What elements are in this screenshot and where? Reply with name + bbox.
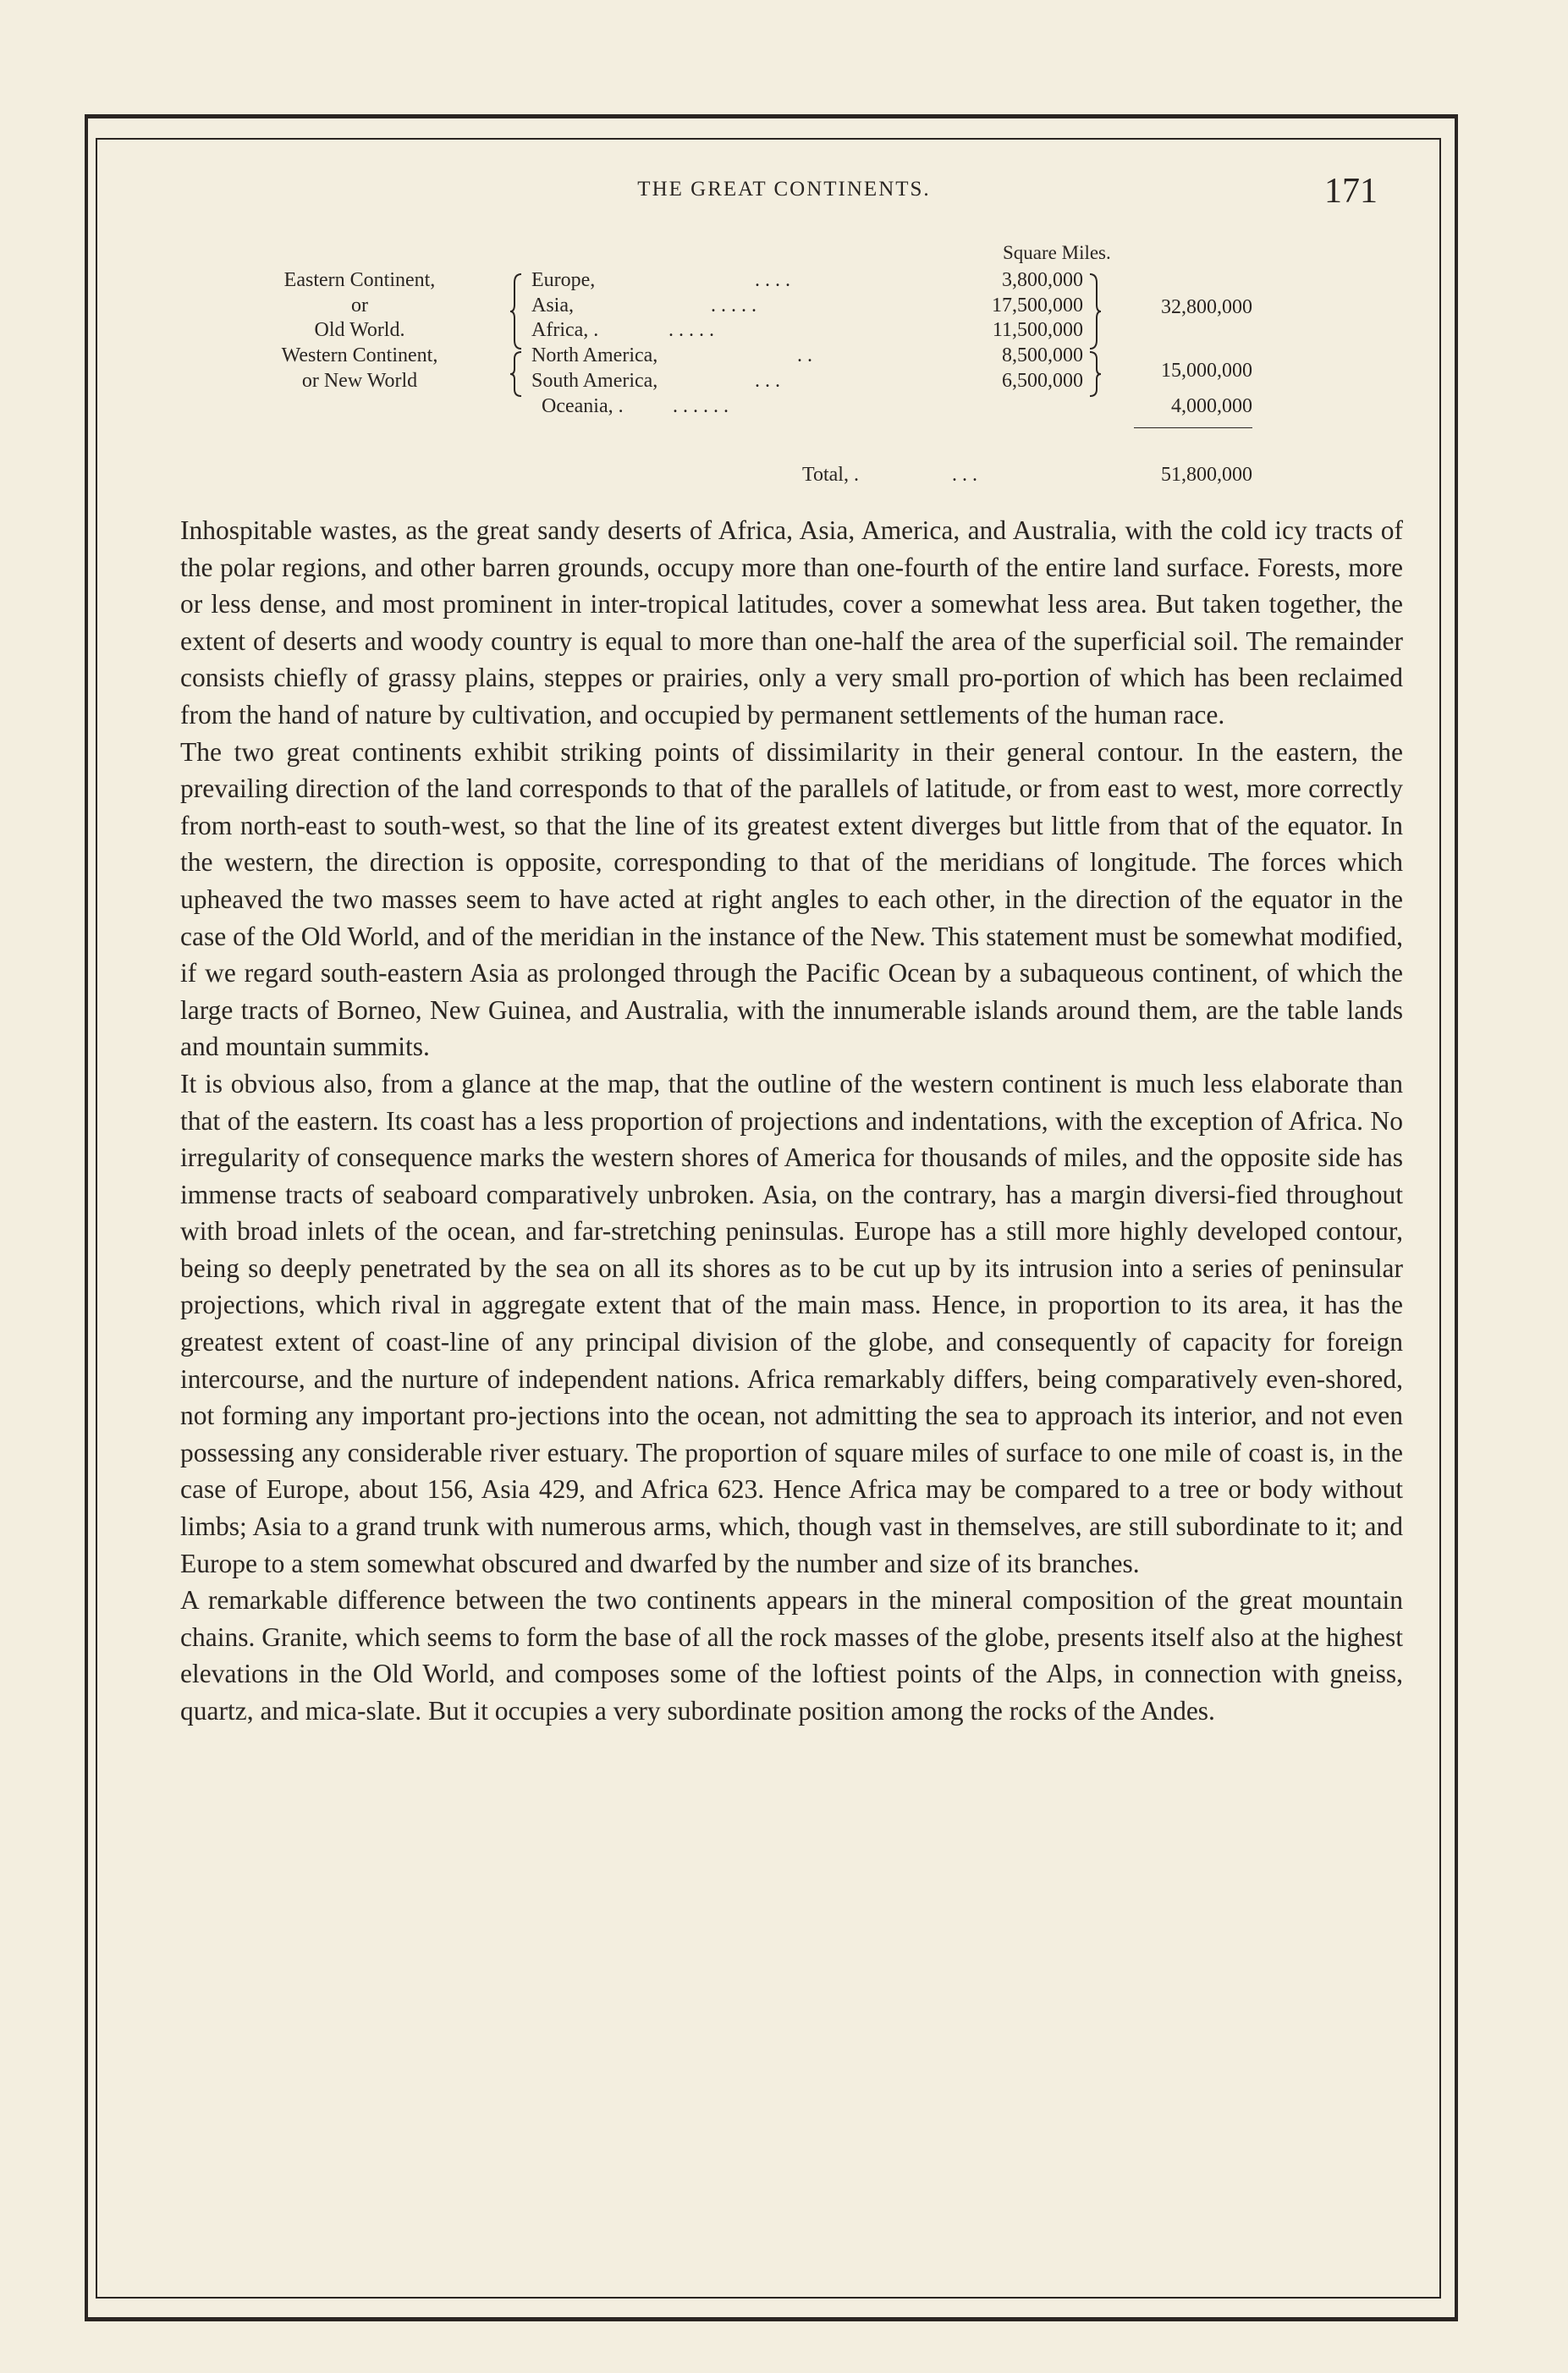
group-label-eastern-3: Old World.	[314, 319, 405, 341]
paragraph-3: It is obvious also, from a glance at the map, that the outline of the western continent is much less elaborate than that of the eastern. Its coast has a less proportion of projections and indentations, with the exception of Africa. No irregularity of consequence marks the western shores of America for thousands of miles, and the opposite side has immense tracts of seaboard comparatively unbroken. Asia, on the contrary, has a margin diversi-fied throughout with broad inlets of the ocean, and far-stretching peninsulas. Europe has a still more highly developed contour, being so deeply penetrated by the sea on all its shores as to be cut up by its intrusion into a series of peninsular projections, which rival in aggregate extent that of the main mass. Hence, in proportion to its area, it has the greatest extent of coast-line of any principal division of the globe, and consequently of capacity for foreign intercourse, and the nurture of independent nations. Africa remarkably differs, being comparatively even-shored, not forming any important pro-jections into the ocean, not admitting the sea to approach its interior, and not even possessing any considerable river estuary. The proportion of square miles of surface to one mile of coast is, in the case of Europe, about 156, Asia 429, and Africa 623. Hence Africa may be compared to a tree or body without limbs; Asia to a grand trunk with numerous arms, which, though vast in themselves, are still subordinate to it; and Europe to a stem somewhat obscured and dwarfed by the number and size of its branches.	[180, 1068, 1403, 1578]
frame-rule-right-outer	[1455, 114, 1458, 2321]
frame-rule-right-inner	[1439, 138, 1441, 2299]
group-total-eastern: 32,800,000	[1161, 296, 1252, 318]
left-brace-eastern	[509, 273, 523, 350]
row-name-africa: Africa, .	[531, 319, 599, 341]
frame-rule-top-inner	[96, 138, 1441, 140]
frame-rule-bottom-inner	[96, 2297, 1441, 2299]
group-label-eastern-1: Eastern Continent,	[283, 269, 436, 291]
row-area-africa: 11,500,000	[992, 319, 1083, 341]
frame-rule-bottom-outer	[85, 2317, 1458, 2321]
total-value: 51,800,000	[1161, 464, 1252, 486]
row-area-asia: 17,500,000	[992, 295, 1083, 317]
body-text	[180, 512, 1403, 1730]
row-area-north-america: 8,500,000	[1002, 344, 1083, 366]
row-area-oceania: 4,000,000	[1171, 395, 1252, 417]
frame-rule-left-outer	[85, 114, 88, 2321]
row-area-south-america: 6,500,000	[1002, 370, 1083, 392]
total-leader: . . .	[952, 464, 977, 486]
group-label-western-1: Western Continent,	[281, 344, 438, 366]
group-label-eastern-2: or	[351, 295, 368, 317]
row-leader-europe: . . . .	[755, 269, 790, 291]
page-number: 171	[1324, 172, 1378, 211]
row-leader-oceania: . . . . . .	[673, 395, 729, 417]
right-brace-western	[1088, 350, 1102, 398]
left-brace-western	[509, 350, 523, 398]
paragraph-1: Inhospitable wastes, as the great sandy deserts of Africa, Asia, America, and Australia, with the cold icy tracts of the polar regions, and other barren grounds, occupy more than one-fourth of the entire land surface. Forests, more or less dense, and most prominent in inter-tropical latitudes, cover a somewhat less area. But taken together, the extent of deserts and woody country is equal to more than one-half the area of the superficial soil. The remainder consists chiefly of grassy plains, steppes or prairies, only a very small pro-portion of which has been reclaimed from the hand of nature by cultivation, and occupied by permanent settlements of the human race.	[180, 515, 1403, 730]
row-name-south-america: South America,	[531, 370, 658, 392]
column-header: Square Miles.	[1003, 242, 1111, 263]
group-total-western: 15,000,000	[1161, 360, 1252, 382]
paragraph-2: The two great continents exhibit striking points of dissimilarity in their general contour. In the eastern, the prevailing direction of the land corresponds to that of the parallels of latitude, or from east to west, more correctly from north-east to south-west, so that the line of its greatest extent diverges but little from that of the equator. In the western, the direction is opposite, corresponding to that of the meridians of longitude. The forces which upheaved the two masses seem to have acted at right angles to each other, in the direction of the equator in the case of the Old World, and of the meridian in the instance of the New. This statement must be somewhat modified, if we regard south-eastern Asia as prolonged through the Pacific Ocean by a subaqueous continent, of which the large tracts of Borneo, New Guinea, and Australia, with the innumerable islands around them, are the table lands and mountain summits.	[180, 736, 1403, 1062]
right-brace-eastern	[1088, 273, 1102, 350]
paragraph-4: A remarkable difference between the two continents appears in the mineral composition of the great mountain chains. Granite, which seems to form the base of all the rock masses of the globe, presents itself also at the highest elevations in the Old World, and composes some of the loftiest points of the Alps, in connection with gneiss, quartz, and mica-slate. But it occupies a very subordinate position among the rocks of the Andes.	[180, 1585, 1403, 1726]
frame-rule-top-outer	[85, 114, 1458, 118]
row-area-europe: 3,800,000	[1002, 269, 1083, 291]
group-label-western-2: or New World	[301, 370, 418, 392]
total-label: Total, .	[802, 464, 859, 486]
row-name-asia: Asia,	[531, 295, 574, 317]
running-title: THE GREAT CONTINENTS.	[637, 178, 931, 201]
row-leader-north-america: . .	[797, 344, 812, 366]
total-rule	[1134, 427, 1252, 428]
row-name-oceania: Oceania, .	[542, 395, 624, 417]
row-leader-asia: . . . . .	[711, 295, 756, 317]
row-leader-south-america: . . .	[755, 370, 780, 392]
frame-rule-left-inner	[96, 138, 97, 2299]
row-name-europe: Europe,	[531, 269, 596, 291]
row-name-north-america: North America,	[531, 344, 658, 366]
row-leader-africa: . . . . .	[668, 319, 714, 341]
